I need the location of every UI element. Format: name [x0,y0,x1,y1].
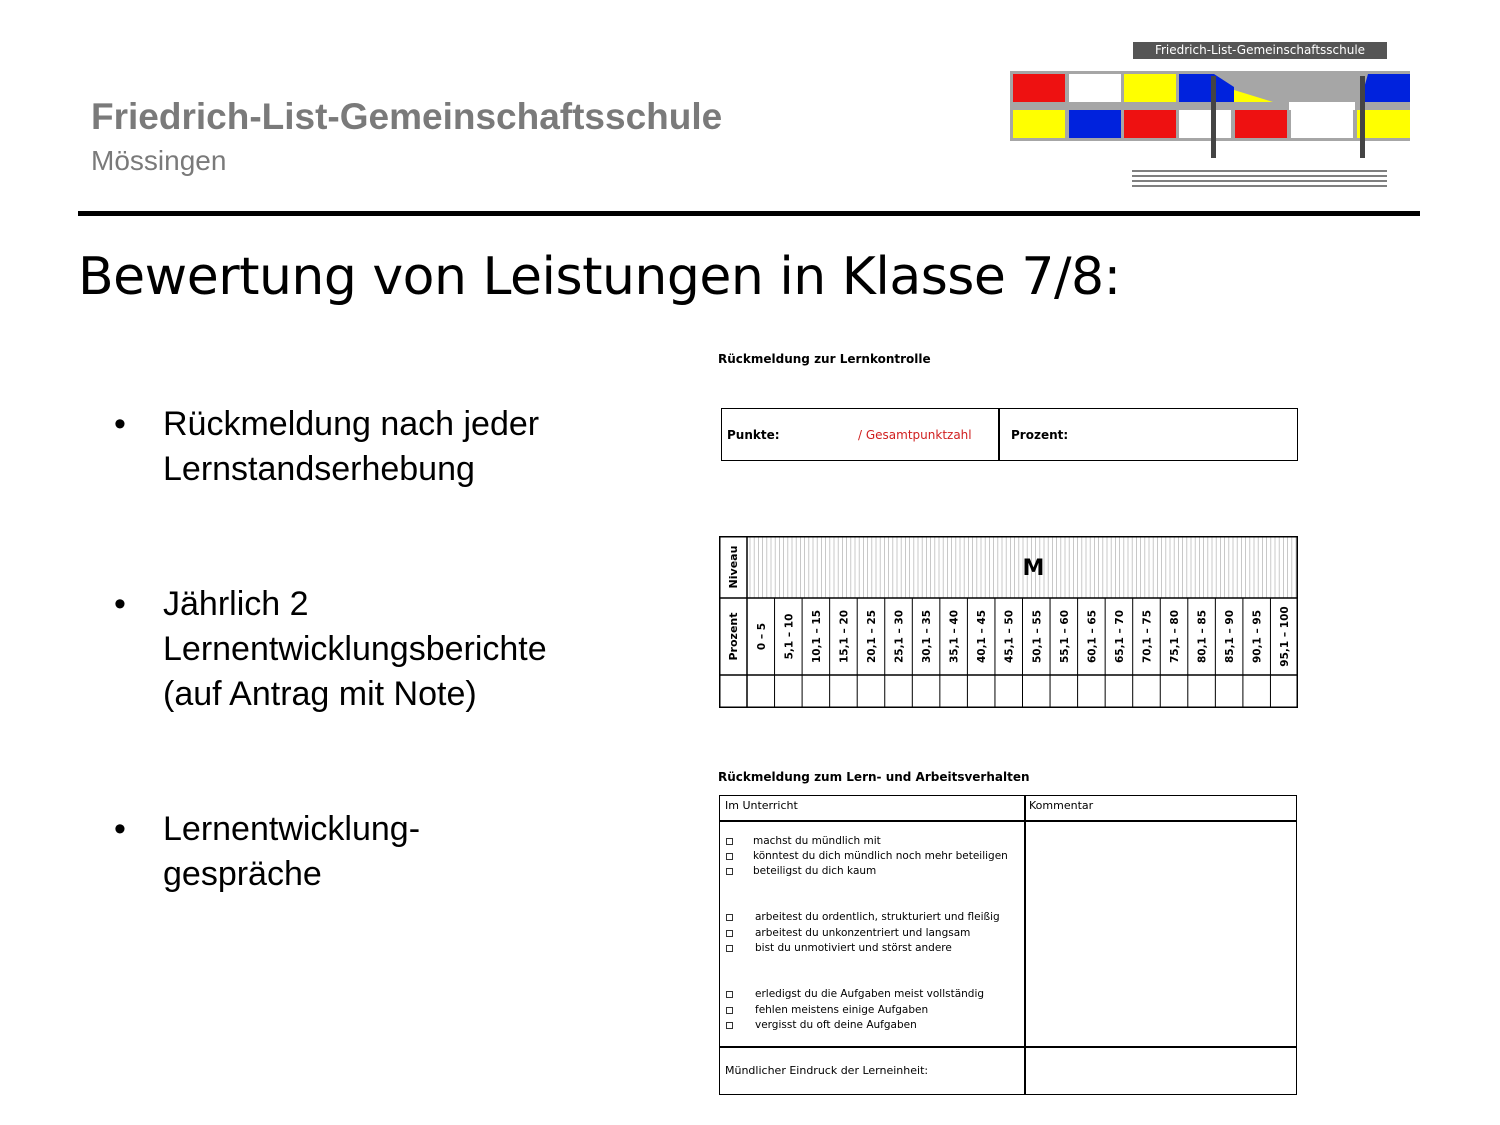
checkbox-icon[interactable] [726,945,733,952]
bullet-marker: • [114,810,126,848]
school-name: Friedrich-List-Gemeinschaftsschule [91,96,723,137]
bullet-text: Rückmeldung nach jeder Lernstandserhebung [163,405,540,488]
behaviour-item-text: bist du unmotiviert und störst andere [755,942,952,954]
column-divider [1024,796,1026,1094]
level-percent-table [719,536,1298,708]
behaviour-item-text: arbeitest du ordentlich, strukturiert und fleißig [755,911,1000,923]
percent-range-label: 35,1 – 40 [948,609,961,664]
column-header-comment: Kommentar [1029,799,1094,812]
percent-range-label: 0 – 5 [755,622,768,651]
school-logo-graphic [1008,40,1412,192]
school-city: Mössingen [91,145,227,176]
bullet-text: Jährlich 2 Lernentwicklungsberichte (auf Antrag mit Note) [163,585,547,713]
percent-range-label: 15,1 – 20 [838,609,851,664]
bullet-marker: • [114,585,126,623]
behaviour-checkbox-item [726,865,876,877]
checkbox-icon[interactable] [726,991,733,998]
footer-row-divider [720,1046,1296,1048]
percent-row-label: Prozent [727,612,740,661]
checkbox-icon[interactable] [726,853,733,860]
percent-range-label: 70,1 – 75 [1141,609,1154,664]
percent-range-label: 30,1 – 35 [921,609,934,664]
percent-range-label: 5,1 – 10 [783,613,796,660]
score-box [721,408,1298,461]
checkbox-icon[interactable] [726,1022,733,1029]
logo-label: Friedrich-List-Gemeinschaftsschule [1133,42,1387,59]
percent-range-label: 90,1 – 95 [1251,609,1264,664]
checkbox-icon[interactable] [726,868,733,875]
feedback-form-heading: Rückmeldung zur Lernkontrolle [718,352,931,366]
behaviour-item-text: könntest du dich mündlich noch mehr beteiligen [753,850,1008,862]
checkbox-icon[interactable] [726,1007,733,1014]
behaviour-checkbox-item [726,1004,928,1016]
checkbox-icon[interactable] [726,930,733,937]
behaviour-item-text: erledigst du die Aufgaben meist vollständig [755,988,985,1000]
behaviour-item-text: arbeitest du unkonzentriert und langsam [755,927,971,939]
percent-range-label: 20,1 – 25 [865,609,878,664]
column-header-lesson: Im Unterricht [725,799,798,812]
points-label: Punkte: [727,428,780,442]
level-marker: M [1022,556,1045,581]
behaviour-checkbox-item [726,927,970,939]
behaviour-form-heading: Rückmeldung zum Lern- und Arbeitsverhalten [718,770,1030,784]
behaviour-item-text: vergisst du oft deine Aufgaben [755,1019,917,1031]
score-divider [998,409,1000,460]
header-divider [78,211,1420,216]
checkbox-icon[interactable] [726,838,733,845]
total-points-label: / Gesamtpunktzahl [858,428,972,442]
behaviour-checkbox-item [726,1019,917,1031]
behaviour-table [719,795,1297,1095]
checkbox-icon[interactable] [726,914,733,921]
school-logo [1008,40,1412,192]
percent-range-label: 95,1 – 100 [1279,606,1292,667]
percent-range-label: 40,1 – 45 [976,609,989,664]
percent-range-label: 60,1 – 65 [1086,609,1099,664]
percent-range-label: 50,1 – 55 [1031,609,1044,664]
percent-range-label: 10,1 – 15 [810,609,823,664]
percent-range-label: 80,1 – 85 [1196,609,1209,664]
behaviour-checkbox-item [726,942,952,954]
slide-title: Bewertung von Leistungen in Klasse 7/8: [78,247,1121,307]
oral-impression-label: Mündlicher Eindruck der Lerneinheit: [725,1064,929,1077]
percent-range-label: 65,1 – 70 [1113,609,1126,664]
behaviour-checkbox-item [726,988,984,1000]
behaviour-item-text: machst du mündlich mit [753,835,881,847]
bullet-text: Lernentwicklung- gespräche [163,810,421,893]
behaviour-checkbox-item [726,835,881,847]
behaviour-checkbox-item [726,850,1008,862]
percent-range-label: 85,1 – 90 [1224,609,1237,664]
behaviour-item-text: beteiligst du dich kaum [753,865,877,877]
percent-range-label: 25,1 – 30 [893,609,906,664]
percent-range-label: 75,1 – 80 [1169,609,1182,664]
percent-label: Prozent: [1011,428,1069,442]
header-row-divider [720,820,1296,822]
percent-range-label: 55,1 – 60 [1058,609,1071,664]
percent-range-label: 45,1 – 50 [1003,609,1016,664]
level-row-label: Niveau [727,545,740,589]
behaviour-checkbox-item [726,911,1000,923]
behaviour-item-text: fehlen meistens einige Aufgaben [755,1004,929,1016]
bullet-marker: • [114,405,126,443]
